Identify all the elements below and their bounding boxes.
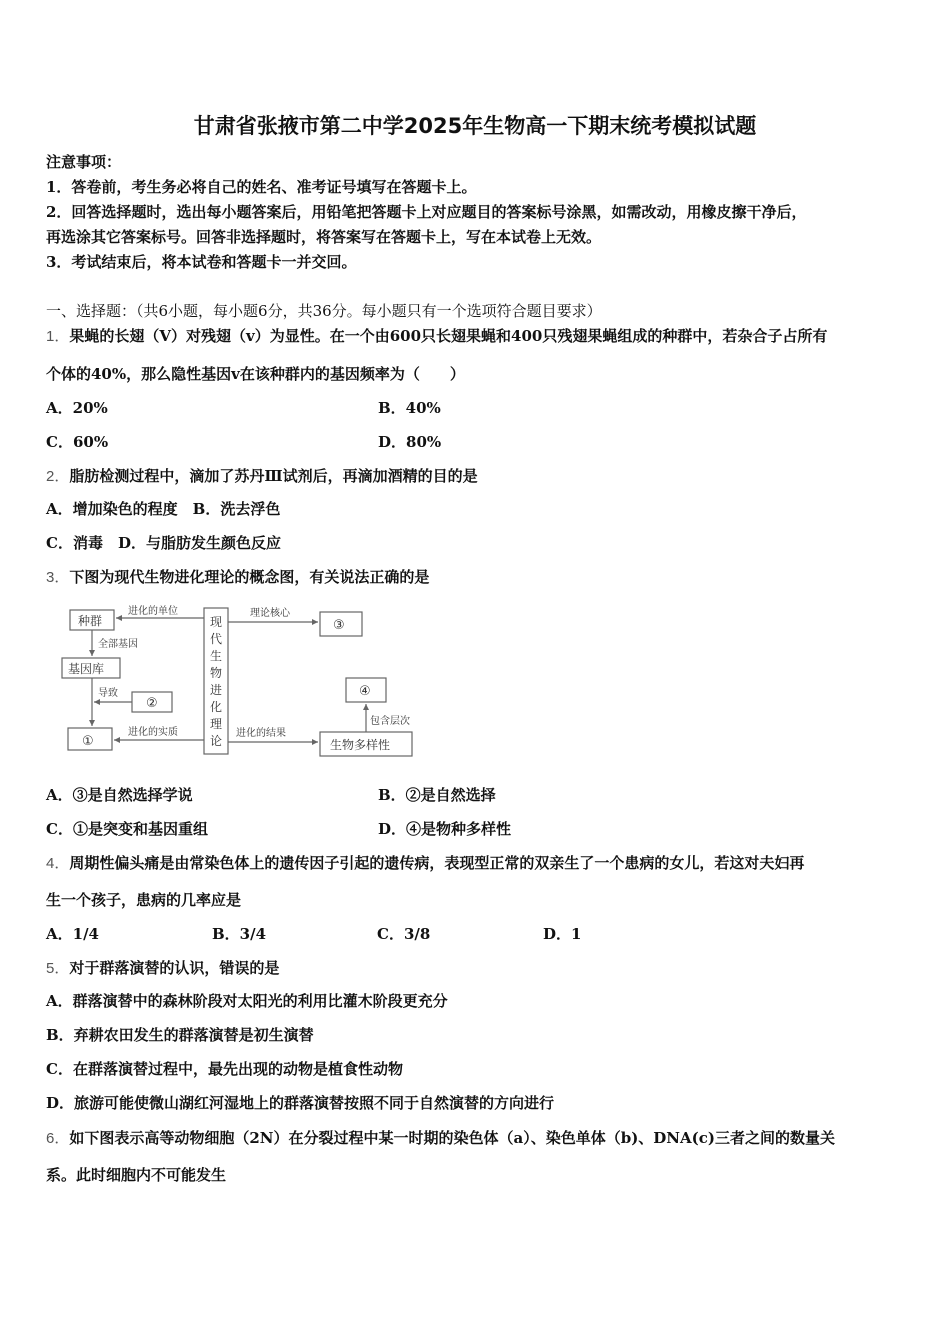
options-cd: C．消毒 D．与脂肪发生颜色反应 [46,534,281,552]
center-char: 化 [210,700,223,714]
center-char: 论 [210,734,223,748]
label-unit: 进化的单位 [128,606,178,617]
section-heading: 一、选择题：（共6小题，每小题6分，共36分。每小题只有一个选项符合题目要求） [46,302,602,320]
label-jieguo: 进化的结果 [236,728,286,739]
question-text: 脂肪检测过程中，滴加了苏丹Ⅲ试剂后，再滴加酒精的目的是 [69,467,478,485]
question-text: 果蝇的长翅（V）对残翅（v）为显性。在一个由600只长翅果蝇和400只残翅果蝇组成的种群中，若杂合子占所有 [69,327,828,345]
label-4: ④ [359,684,371,699]
question-4-stem [46,853,910,874]
question-number: 6． [46,1130,70,1147]
option-b: B．3/4 [212,925,267,943]
option-a: A．群落演替中的森林阶段对太阳光的利用比灌木阶段更充分 [46,992,448,1010]
question-number: 5． [46,960,70,977]
exam-title: 甘肃省张掖市第二中学2025年生物高一下期末统考模拟试题 [193,114,757,138]
center-char: 代 [210,632,223,646]
label-quanbu: 全部基因 [98,639,138,650]
label-3: ③ [333,618,345,633]
option-d: D．80% [378,433,442,451]
option-b: B．②是自然选择 [378,786,496,804]
option-a: A．③是自然选择学说 [46,786,193,804]
label-1: ① [82,734,94,749]
option-a: A．1/4 [46,925,99,943]
label-shizhi: 进化的实质 [128,727,178,738]
question-number: 1． [46,328,70,345]
option-c: C．在群落演替过程中，最先出现的动物是植食性动物 [46,1060,403,1078]
option-b: B．弃耕农田发生的群落演替是初生演替 [46,1026,314,1044]
question-6-stem-cont: 系。此时细胞内不可能发生 [46,1166,227,1184]
option-d: D．旅游可能使微山湖红河湿地上的群落演替按照不同于自然演替的方向进行 [46,1094,555,1112]
options-ab: A．增加染色的程度 B．洗去浮色 [46,500,281,518]
notice-item: 2．回答选择题时，选出每小题答案后，用铅笔把答题卡上对应题目的答案标号涂黑，如需改动，用橡皮擦干净后， [46,203,807,221]
center-char: 进 [210,683,223,697]
question-text: 周期性偏头痛是由常染色体上的遗传因子引起的遗传病，表现型正常的双亲生了一个患病的女儿，若这对夫妇再 [69,854,805,872]
label-daozhi: 导致 [98,688,118,699]
option-c: C．3/8 [377,925,431,943]
label-baohan: 包含层次 [370,716,410,727]
question-text: 对于群落演替的认识，错误的是 [69,959,280,977]
question-2-stem [46,466,910,487]
question-text: 下图为现代生物进化理论的概念图，有关说法正确的是 [69,568,430,586]
box-center [204,608,228,754]
option-a: A．20% [46,399,108,417]
label-2: ② [146,696,158,711]
question-5-stem [46,958,910,979]
option-d: D．1 [543,925,582,943]
option-d: D．④是物种多样性 [378,820,512,838]
option-b: B．40% [378,399,441,417]
question-6-stem [46,1128,910,1149]
option-c: C．60% [46,433,109,451]
question-text: 如下图表示高等动物细胞（2N）在分裂过程中某一时期的染色体（a）、染色单体（b)、DNA(c)三者之间的数量关 [69,1129,835,1147]
label-hexin: 理论核心 [250,608,290,619]
label-duoyang: 生物多样性 [330,738,391,752]
evolution-concept-diagram [58,602,430,762]
notice-heading: 注意事项： [46,153,122,171]
center-char: 物 [210,666,223,680]
question-number: 3． [46,569,70,586]
center-char: 现 [210,615,223,629]
label-zhongqun: 种群 [78,614,103,628]
question-number: 4． [46,855,70,872]
option-c: C．①是突变和基因重组 [46,820,208,838]
notice-item: 再选涂其它答案标号。回答非选择题时，将答案写在答题卡上，写在本试卷上无效。 [46,228,602,246]
question-1-stem-cont: 个体的40%，那么隐性基因v在该种群内的基因频率为（ ） [46,365,465,383]
center-char: 生 [210,649,223,663]
label-jiyinku: 基因库 [68,662,105,676]
center-char: 理 [210,717,223,731]
question-4-stem-cont: 生一个孩子，患病的几率应是 [46,891,242,909]
question-number: 2． [46,468,70,485]
notice-item: 3．考试结束后，将本试卷和答题卡一并交回。 [46,253,357,271]
question-1-stem [46,326,910,347]
question-3-stem [46,567,910,588]
notice-item: 1．答卷前，考生务必将自己的姓名、准考证号填写在答题卡上。 [46,178,477,196]
